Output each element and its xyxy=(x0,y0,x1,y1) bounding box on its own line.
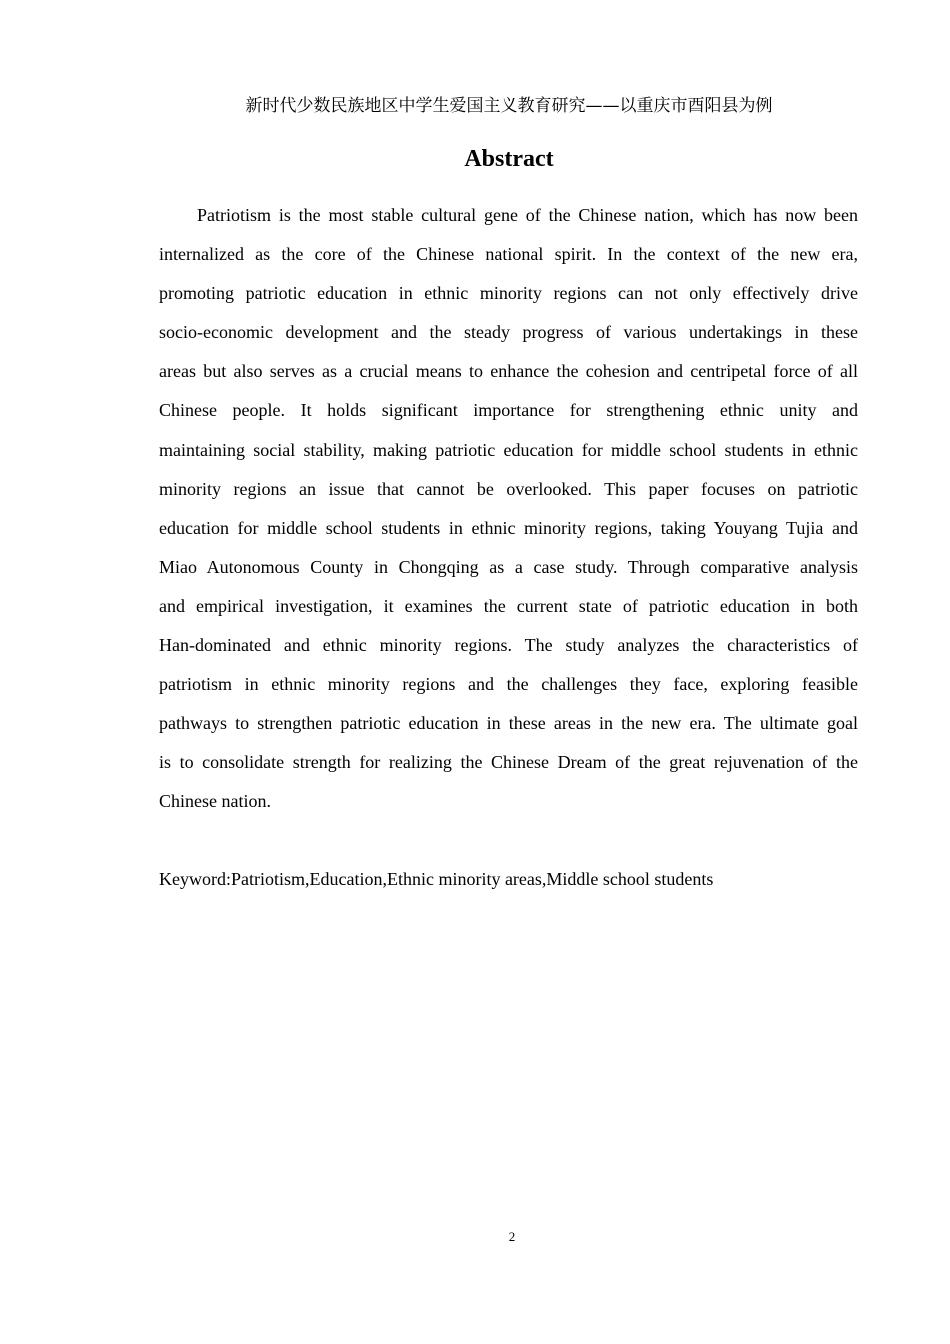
abstract-line: socio-economic development and the steady progress of various undertakings in these xyxy=(159,322,858,343)
abstract-line: pathways to strengthen patriotic education in these areas in the new era. The ultimate goal xyxy=(159,713,858,734)
abstract-body xyxy=(159,196,858,822)
abstract-line: Chinese people. It holds significant importance for strengthening ethnic unity and xyxy=(159,400,858,421)
abstract-line: patriotism in ethnic minority regions and the challenges they face, exploring feasible xyxy=(159,674,858,695)
abstract-line: Miao Autonomous County in Chongqing as a case study. Through comparative analysis xyxy=(159,556,858,577)
abstract-line: Chinese nation. xyxy=(159,791,271,812)
abstract-line: areas but also serves as a crucial means to enhance the cohesion and centripetal force of all xyxy=(159,361,858,382)
abstract-line: minority regions an issue that cannot be overlooked. This paper focuses on patriotic xyxy=(159,478,858,499)
abstract-line: is to consolidate strength for realizing the Chinese Dream of the great rejuvenation of the xyxy=(159,752,858,773)
abstract-line: and empirical investigation, it examines the current state of patriotic education in both xyxy=(159,595,858,616)
abstract-line: internalized as the core of the Chinese national spirit. In the context of the new era, xyxy=(159,244,858,265)
abstract-title: Abstract xyxy=(464,146,554,172)
abstract-line: promoting patriotic education in ethnic minority regions can not only effectively drive xyxy=(159,283,858,304)
keywords: Keyword:Patriotism,Education,Ethnic minority areas,Middle school students xyxy=(159,869,714,889)
page-number: 2 xyxy=(508,1229,516,1244)
abstract-line: maintaining social stability, making patriotic education for middle school students in ethnic xyxy=(159,439,858,460)
abstract-line: Han-dominated and ethnic minority regions. The study analyzes the characteristics of xyxy=(159,635,858,656)
abstract-line: education for middle school students in ethnic minority regions, taking Youyang Tujia and xyxy=(159,517,858,538)
abstract-line: Patriotism is the most stable cultural gene of the Chinese nation, which has now been xyxy=(197,205,858,225)
running-header: 新时代少数民族地区中学生爱国主义教育研究——以重庆市酉阳县为例 xyxy=(245,96,773,116)
